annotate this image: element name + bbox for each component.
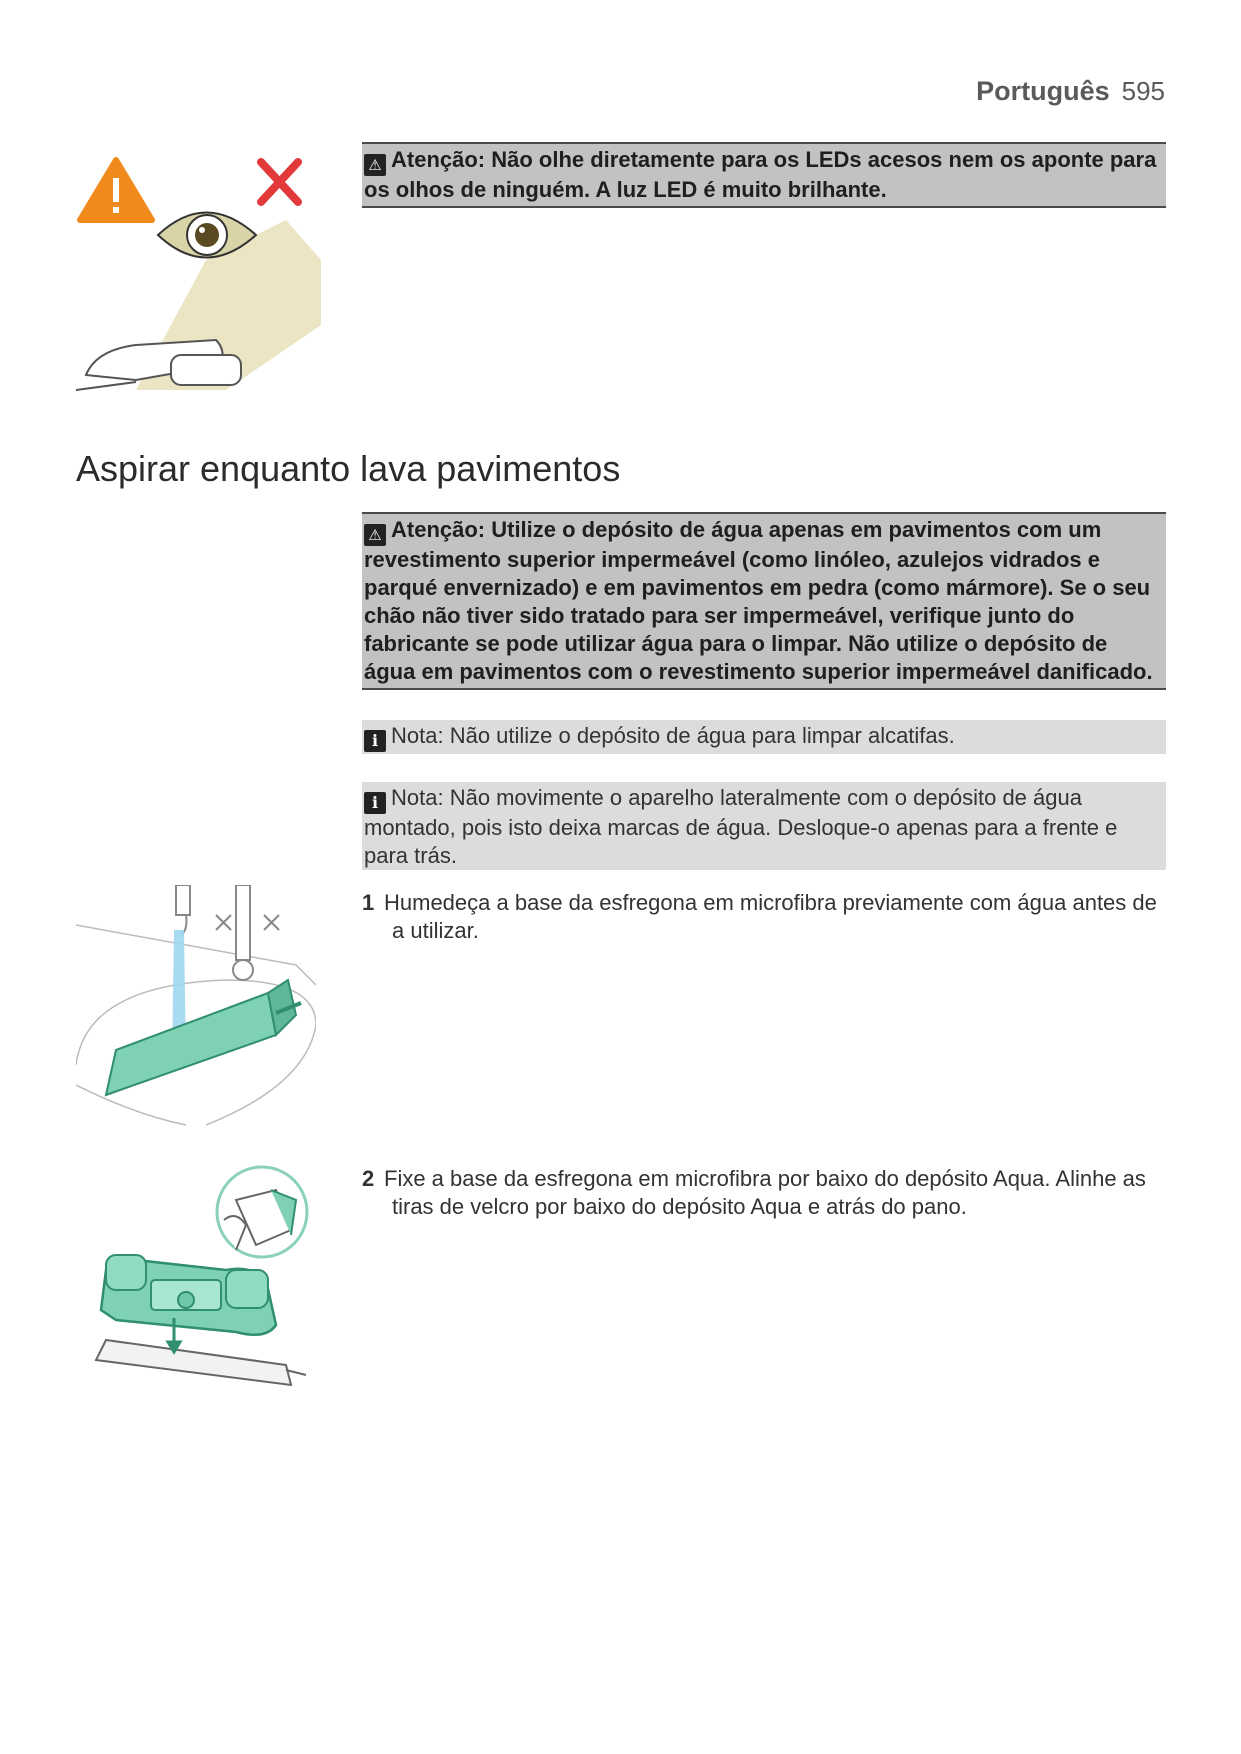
tap-mop-illustration [76, 885, 316, 1130]
language-label: Português [976, 76, 1110, 106]
warning-icon: ⚠ [364, 154, 386, 176]
page-number: 595 [1121, 76, 1165, 106]
tap-icon [176, 885, 279, 980]
step-number: 2 [362, 1166, 375, 1191]
info-icon: i [364, 792, 386, 814]
note-carpet-text: Nota: Não utilize o depósito de água para limpar alcatifas. [391, 723, 955, 748]
info-icon: i [364, 730, 386, 752]
warning-water-box [362, 512, 1166, 690]
step-2 [362, 1165, 1162, 1221]
led-warning-illustration [76, 150, 321, 395]
mop-pad-icon [106, 980, 301, 1095]
cross-icon [261, 162, 298, 202]
step-text: Humedeça a base da esfregona em microfibra previamente com água antes de a utilizar. [384, 890, 1157, 943]
step-number: 1 [362, 890, 375, 915]
step-1 [362, 889, 1162, 945]
warning-led-box [362, 142, 1166, 208]
aqua-tank-illustration [76, 1160, 316, 1400]
warning-water-text: Atenção: Utilize o depósito de água apenas em pavimentos com um revestimento superior impermeável (como linóleo, azulejos vidrados e parqué envernizado) e em pavimentos em pedra (como mármore). Se o seu chão não tiver sido tratado para ser impermeável, verifique junto do fabricante se pode utilizar água para o limpar. Não utilize o depósito de água em pavimentos com o revestimento superior impermeável danificado. [364, 517, 1153, 684]
aqua-tank-icon [101, 1255, 276, 1335]
warning-led-text: Atenção: Não olhe diretamente para os LEDs acesos nem os aponte para os olhos de ninguém. A luz LED é muito brilhante. [364, 147, 1157, 202]
page-header [976, 76, 1165, 107]
step-text: Fixe a base da esfregona em microfibra por baixo do depósito Aqua. Alinhe as tiras de velcro por baixo do depósito Aqua e atrás do pano. [384, 1166, 1146, 1219]
note-carpet-box [362, 720, 1166, 754]
note-sideways-box [362, 782, 1166, 870]
note-sideways-text: Nota: Não movimente o aparelho lateralmente com o depósito de água montado, pois isto deixa marcas de água. Desloque-o apenas para a frente e para trás. [364, 785, 1118, 868]
section-title: Aspirar enquanto lava pavimentos [76, 448, 621, 489]
warning-icon: ⚠ [364, 524, 386, 546]
mop-cloth [96, 1340, 291, 1385]
